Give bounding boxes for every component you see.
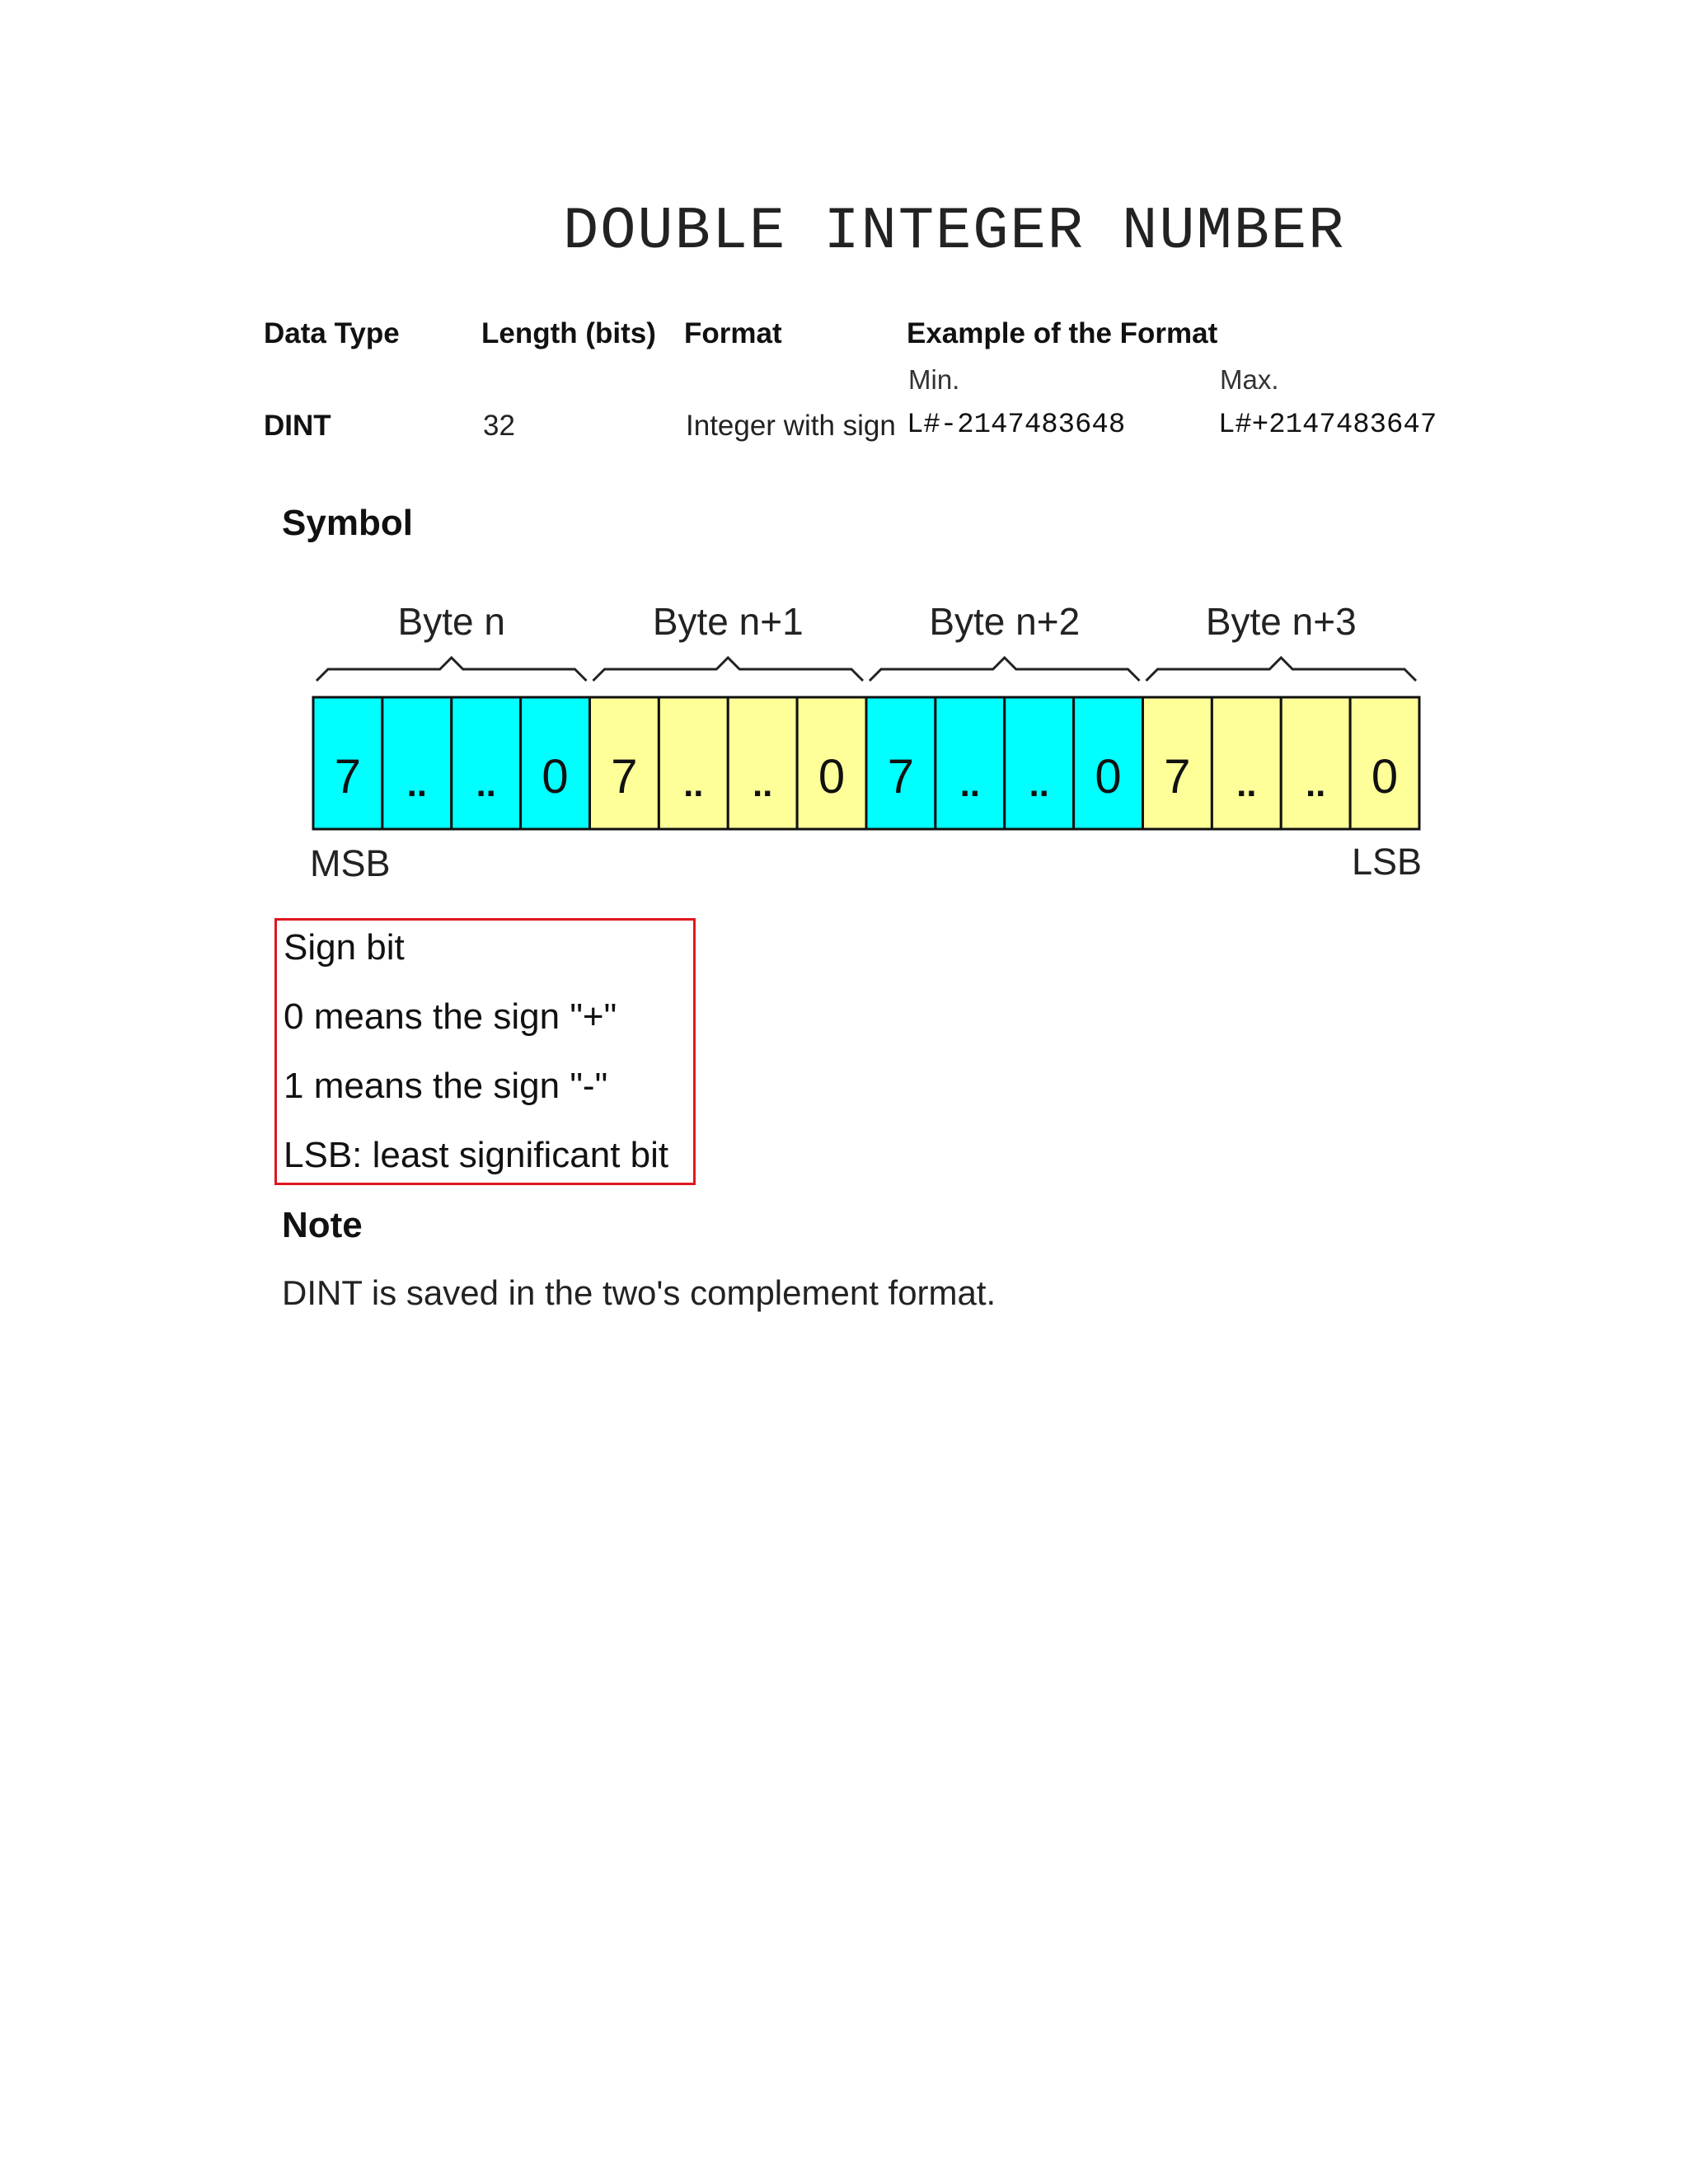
bit-cell-label: 7: [611, 750, 638, 804]
bit-cell-label: ..: [752, 764, 773, 804]
cell-format: Integer with sign: [686, 410, 896, 442]
note-heading: Note: [282, 1205, 363, 1245]
cell-data-type: DINT: [264, 410, 331, 442]
bit-cell: [1281, 697, 1350, 829]
lsb-label: LSB: [1352, 841, 1423, 883]
bit-cell-label: 0: [542, 750, 569, 804]
legend-plus: 0 means the sign "+": [284, 996, 617, 1037]
bit-cell-label: 7: [1164, 750, 1191, 804]
note-text: DINT is saved in the two's complement format.: [282, 1273, 996, 1312]
bit-cell-label: ..: [683, 764, 704, 804]
bit-cell-label: ..: [406, 764, 428, 804]
bit-cell-label: ..: [476, 764, 496, 804]
byte-brace: [593, 658, 864, 681]
byte-braces: [316, 658, 1416, 681]
bit-layout-diagram: [0, 0, 1688, 907]
byte-labels: [398, 600, 1357, 643]
legend-minus: 1 means the sign "-": [284, 1066, 608, 1106]
bit-cell: [1212, 697, 1281, 829]
subheader-min: Min.: [908, 364, 960, 395]
bit-cell-label: ..: [1236, 764, 1257, 804]
header-length: Length (bits): [481, 317, 656, 349]
page-title: DOUBLE INTEGER NUMBER: [563, 198, 1346, 265]
bit-cell-label: ..: [959, 764, 981, 804]
cell-min: L#-2147483648: [907, 410, 1126, 441]
header-data-type: Data Type: [264, 317, 400, 349]
byte-label: Byte n+3: [1205, 600, 1357, 643]
bit-cell-label: 7: [334, 750, 362, 804]
bit-cells: [313, 697, 1419, 829]
cell-max: L#+2147483647: [1218, 410, 1437, 441]
legend-lsb: LSB: least significant bit: [284, 1135, 669, 1175]
byte-label: Byte n+1: [652, 600, 804, 643]
bit-cell: [1005, 697, 1074, 829]
bit-cell-label: 7: [887, 750, 915, 804]
msb-label: MSB: [310, 842, 391, 884]
bit-cell-label: 0: [818, 750, 846, 804]
header-example: Example of the Format: [907, 317, 1218, 349]
bit-cell: [935, 697, 1005, 829]
bit-cell: [452, 697, 521, 829]
bit-cell-label: ..: [1029, 764, 1049, 804]
byte-brace: [316, 658, 587, 681]
byte-brace: [1146, 658, 1417, 681]
bit-cell: [659, 697, 728, 829]
symbol-heading: Symbol: [282, 503, 413, 543]
legend-box: [274, 918, 696, 1185]
header-format: Format: [684, 317, 782, 349]
legend-sign-bit: Sign bit: [284, 927, 405, 968]
byte-label: Byte n+2: [929, 600, 1081, 643]
bit-cell-label: ..: [1305, 764, 1326, 804]
cell-length: 32: [483, 410, 515, 442]
bit-cell: [728, 697, 797, 829]
byte-label: Byte n: [397, 600, 505, 643]
subheader-max: Max.: [1220, 364, 1279, 395]
bit-cell: [382, 697, 452, 829]
bit-cell-label: 0: [1095, 750, 1122, 804]
bit-cell-label: 0: [1371, 750, 1399, 804]
byte-brace: [870, 658, 1140, 681]
